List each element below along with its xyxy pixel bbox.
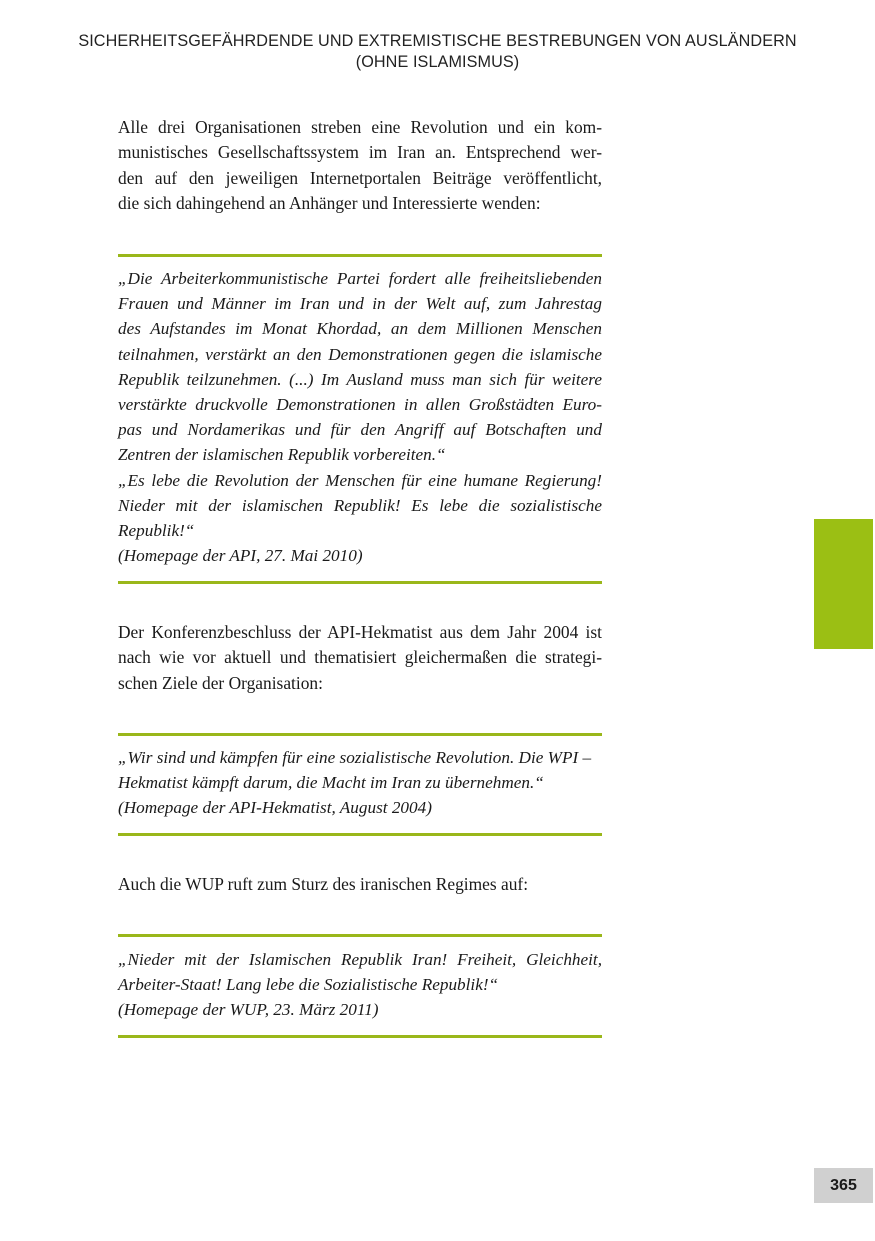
quote-line: „Nieder mit der Islamischen Republik Iran! Freiheit, Gleichheit, — [118, 950, 602, 969]
quote-rule-bottom — [118, 833, 602, 836]
quote-rule-bottom — [118, 1035, 602, 1038]
quote-line: Arbeiter-Staat! Lang lebe die Sozialistische Republik!“ — [118, 975, 499, 995]
quote-source: (Homepage der API, 27. Mai 2010) — [118, 546, 363, 566]
body-paragraph-1 — [118, 115, 602, 216]
text-line: schen Ziele der Organisation: — [118, 672, 323, 693]
quote-line: Republik teilzunehmen. (...) Im Ausland muss man sich für weitere — [118, 369, 602, 389]
text-line: nach wie vor aktuell und thematisiert gleichermaßen die strategi- — [118, 647, 602, 668]
running-head-line-1: SICHERHEITSGEFÄHRDENDE UND EXTREMISTISCHE BESTREBUNGEN VON AUSLÄNDERN — [78, 32, 797, 50]
quote-block-1 — [118, 266, 602, 568]
quote-line: verstärkte druckvolle Demonstrationen in allen Großstädten Euro- — [118, 395, 602, 415]
quote-source: (Homepage der WUP, 23. März 2011) — [118, 1000, 379, 1020]
quote-source: (Homepage der API-Hekmatist, August 2004) — [118, 798, 432, 818]
body-paragraph-2 — [118, 620, 602, 696]
quote-rule-top — [118, 934, 602, 937]
body-paragraph-3 — [118, 872, 602, 897]
running-head-line-2: (OHNE ISLAMISMUS) — [355, 53, 520, 71]
text-line: den auf den jeweiligen Internetportalen Beiträge veröffentlicht, — [118, 167, 602, 188]
quote-block-2 — [118, 745, 602, 821]
quote-block-3 — [118, 947, 602, 1023]
running-head — [0, 31, 875, 73]
quote-rule-top — [118, 254, 602, 257]
text-line: Auch die WUP ruft zum Sturz des iranischen Regimes auf: — [118, 874, 529, 894]
text-line: die sich dahingehend an Anhänger und Interessierte wenden: — [118, 192, 541, 213]
text-line: Der Konferenzbeschluss der API-Hekmatist aus dem Jahr 2004 ist — [118, 622, 602, 642]
text-line: munistisches Gesellschaftssystem im Iran an. Entsprechend wer- — [118, 142, 602, 163]
text-line: Alle drei Organisationen streben eine Revolution und ein kom- — [118, 117, 602, 137]
quote-line: Zentren der islamischen Republik vorbereiten.“ — [118, 445, 446, 465]
quote-rule-top — [118, 733, 602, 736]
quote-line: des Aufstandes im Monat Khordad, an dem Millionen Menschen — [118, 319, 602, 339]
quote-line: „Wir sind und kämpfen für eine sozialistische Revolution. Die WPI – — [118, 748, 592, 767]
quote-line: pas und Nordamerikas und für den Angriff auf Botschaften und — [118, 420, 602, 440]
quote-line: teilnahmen, verstärkt an den Demonstrationen gegen die islamische — [118, 344, 602, 364]
page-number: 365 — [814, 1168, 873, 1203]
quote-line: Nieder mit der islamischen Republik! Es lebe die sozialistische — [118, 495, 602, 515]
quote-line: Hekmatist kämpft darum, die Macht im Iran zu übernehmen.“ — [118, 773, 544, 793]
quote-line: „Die Arbeiterkommunistische Partei fordert alle freiheitsliebenden — [118, 269, 602, 288]
quote-line: Republik!“ — [118, 521, 195, 541]
quote-line: „Es lebe die Revolution der Menschen für eine humane Regierung! — [118, 470, 602, 490]
chapter-side-tab — [814, 519, 873, 649]
quote-rule-bottom — [118, 581, 602, 584]
quote-line: Frauen und Männer im Iran und in der Welt auf, zum Jahrestag — [118, 294, 602, 314]
